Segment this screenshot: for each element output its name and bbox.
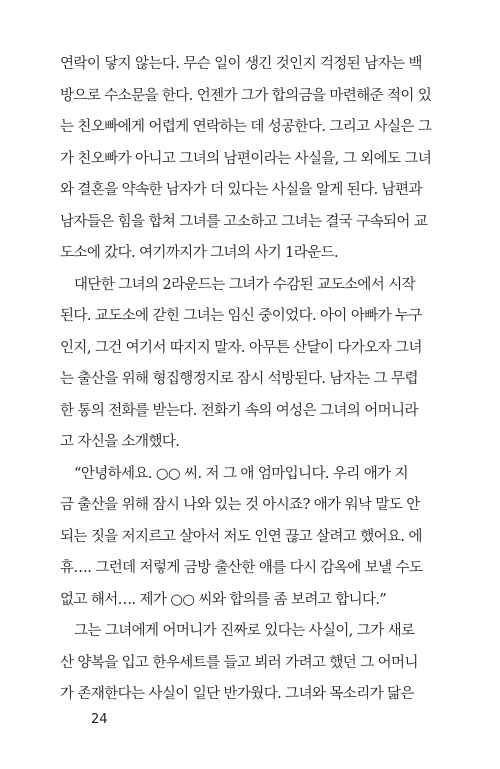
text-line: 금 출산을 위해 잠시 나와 있는 것 아시죠? 애가 워낙 말도 안 — [60, 497, 420, 513]
text-line: 그는 그녀에게 어머니가 진짜로 있다는 사실이, 그가 새로 — [74, 623, 415, 639]
text-line: 남자들은 힘을 합쳐 그녀를 고소하고 그녀는 결국 구속되어 교 — [60, 213, 428, 230]
text-line: 가 존재한다는 사실이 일단 반가웠다. 그녀와 목소리가 닮은 — [60, 686, 414, 702]
text-line: 산 양복을 입고 한우세트를 들고 뵈러 가려고 했던 그 어머니 — [60, 654, 418, 671]
text-line: 없고 해서…. 제가 ○○ 씨와 합의를 좀 보려고 합니다.” — [60, 591, 387, 608]
text-line: 된다. 교도소에 갇힌 그녀는 임신 중이었다. 아이 아빠가 누구 — [60, 308, 422, 324]
text-line: 연락이 닿지 않는다. 무슨 일이 생긴 것인지 걱정된 남자는 백 — [60, 56, 422, 72]
text-line: 는 친오빠에게 어렵게 연락하는 데 성공한다. 그리고 사실은 그 — [60, 119, 432, 135]
text-line: 휴…. 그런데 저렇게 금방 출산한 애를 다시 감옥에 보낼 수도 — [60, 560, 423, 576]
text-line: 고 자신을 소개했다. — [60, 434, 180, 450]
body-text — [60, 49, 432, 711]
text-line: 는 출산을 위해 형집행정지로 잠시 석방된다. 남자는 그 무렵 — [60, 371, 418, 387]
text-line: 인지, 그건 여기서 따지지 말자. 아무튼 산달이 다가오자 그녀 — [60, 339, 422, 356]
text-line: 한 통의 전화를 받는다. 전화기 속의 여성은 그녀의 어머니라 — [60, 402, 418, 419]
page-number: 24 — [91, 712, 108, 727]
text-line: 와 결혼을 약속한 남자가 더 있다는 사실을 알게 된다. 남편과 — [60, 182, 422, 198]
text-line: “안녕하세요. ○○ 씨. 저 그 애 엄마입니다. 우리 애가 지 — [74, 465, 408, 482]
text-line: 방으로 수소문을 한다. 언젠가 그가 합의금을 마련해준 적이 있 — [60, 87, 432, 104]
text-line: 가 친오빠가 아니고 그녀의 남편이라는 사실을, 그 외에도 그녀 — [60, 150, 432, 167]
text-line: 도소에 갔다. 여기까지가 그녀의 사기 1라운드. — [60, 245, 339, 261]
text-line: 되는 짓을 저지르고 살아서 저도 인연 끊고 살려고 했어요. 에 — [60, 528, 422, 545]
text-line: 대단한 그녀의 2라운드는 그녀가 수감된 교도소에서 시작 — [74, 276, 416, 293]
